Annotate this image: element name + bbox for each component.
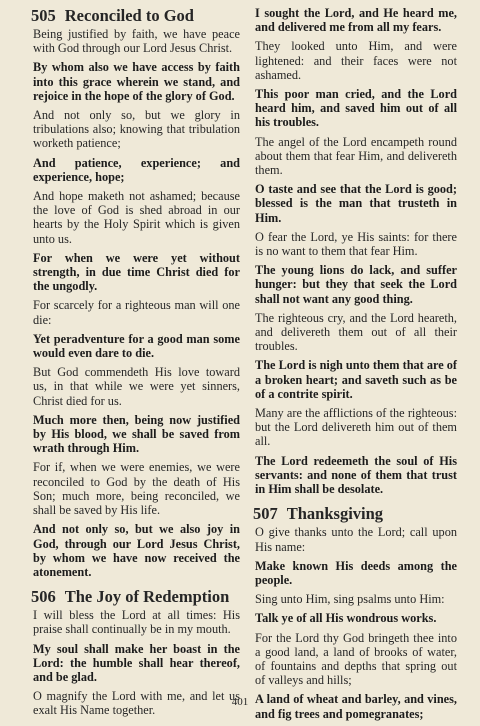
verse: And not only so, but we glory in tribulations also; knowing that tribulation worketh patience; xyxy=(33,108,240,151)
verse-response: By whom also we have access by faith into this grace wherein we stand, and rejoice in the hope of the glory of God. xyxy=(33,60,240,103)
hymn-number: 506 xyxy=(31,587,56,607)
verse-response: The Lord is nigh unto them that are of a broken heart; and saveth such as be of a contrite spirit. xyxy=(255,358,458,401)
verse: But God commendeth His love toward us, in that while we were yet sinners, Christ died for us. xyxy=(33,365,240,408)
verse: For if, when we were enemies, we were reconciled to God by the death of His Son; much more, being reconciled, we shall be saved by His life. xyxy=(33,460,240,518)
verse: The angel of the Lord encampeth round about them that fear Him, and delivereth them. xyxy=(255,134,457,178)
left-column xyxy=(33,6,240,723)
verse: They looked unto Him, and were lightened: and their faces were not ashamed. xyxy=(255,39,457,82)
hymn-506-heading xyxy=(31,587,240,606)
hymn-title: Reconciled to God xyxy=(64,6,194,25)
hymn-505-heading xyxy=(31,6,240,25)
verse-response: I sought the Lord, and He heard me, and delivered me from all my fears. xyxy=(255,6,457,35)
verse-response: O taste and see that the Lord is good; blessed is the man that trusteth in Him. xyxy=(255,182,457,225)
verse: I will bless the Lord at all times: His praise shall continually be in my mouth. xyxy=(33,608,240,637)
verse: For the Lord thy God bringeth thee into a good land, a land of brooks of water, of fountains and depths that spring out of valleys and hills; xyxy=(255,630,457,688)
hymn-title: The Joy of Redemption xyxy=(64,587,230,607)
verse-response: A land of wheat and barley, and vines, and fig trees and pomegranates; xyxy=(255,692,457,721)
verse-response: Much more then, being now justified by His blood, we shall be saved from wrath through Him. xyxy=(33,412,240,456)
verse: O give thanks unto the Lord; call upon His name: xyxy=(255,525,457,554)
hymn-title: Thanksgiving xyxy=(286,504,384,524)
verse-response: For when we were yet without strength, in due time Christ died for the ungodly. xyxy=(33,250,240,294)
verse-response: This poor man cried, and the Lord heard him, and saved him out of all his troubles. xyxy=(255,87,457,130)
verse-response: Talk ye of all His wondrous works. xyxy=(255,611,437,626)
verse-response: My soul shall make her boast in the Lord: the humble shall hear thereof, and be glad. xyxy=(33,641,240,684)
right-column xyxy=(255,6,457,726)
verse: Many are the afflictions of the righteous: but the Lord delivereth him out of them all. xyxy=(255,406,457,449)
verse: Sing unto Him, sing psalms unto Him: xyxy=(255,592,445,607)
hymn-number: 507 xyxy=(253,504,278,524)
verse: And hope maketh not ashamed; because the love of God is shed abroad in our hearts by the Holy Spirit which is given unto us. xyxy=(33,189,240,246)
hymn-507-heading xyxy=(253,504,457,523)
verse-response: And not only so, but we also joy in God, through our Lord Jesus Christ, by whom we have now received the atonement. xyxy=(33,522,240,579)
verse: The righteous cry, and the Lord heareth, and delivereth them out of all their troubles. xyxy=(255,310,457,354)
verse: Being justified by faith, we have peace with God through our Lord Jesus Christ. xyxy=(33,27,240,56)
verse-response: Make known His deeds among the people. xyxy=(255,558,457,587)
hymn-number: 505 xyxy=(31,6,56,25)
verse: O fear the Lord, ye His saints: for there is no want to them that fear Him. xyxy=(255,229,457,259)
verse-response: The young lions do lack, and suffer hunger: but they that seek the Lord shall not want any good thing. xyxy=(255,263,457,306)
page-number: 401 xyxy=(231,696,249,708)
verse-response: Yet peradventure for a good man some would even dare to die. xyxy=(33,331,240,361)
verse: For scarcely for a righteous man will one die: xyxy=(33,298,240,327)
verse-response: The Lord redeemeth the soul of His servants: and none of them that trust in Him shall be desolate. xyxy=(255,453,457,497)
verse-response: And patience, experience; and experience, hope; xyxy=(33,155,240,184)
verse: O magnify the Lord with me, and let us exalt His Name together. xyxy=(33,689,240,718)
